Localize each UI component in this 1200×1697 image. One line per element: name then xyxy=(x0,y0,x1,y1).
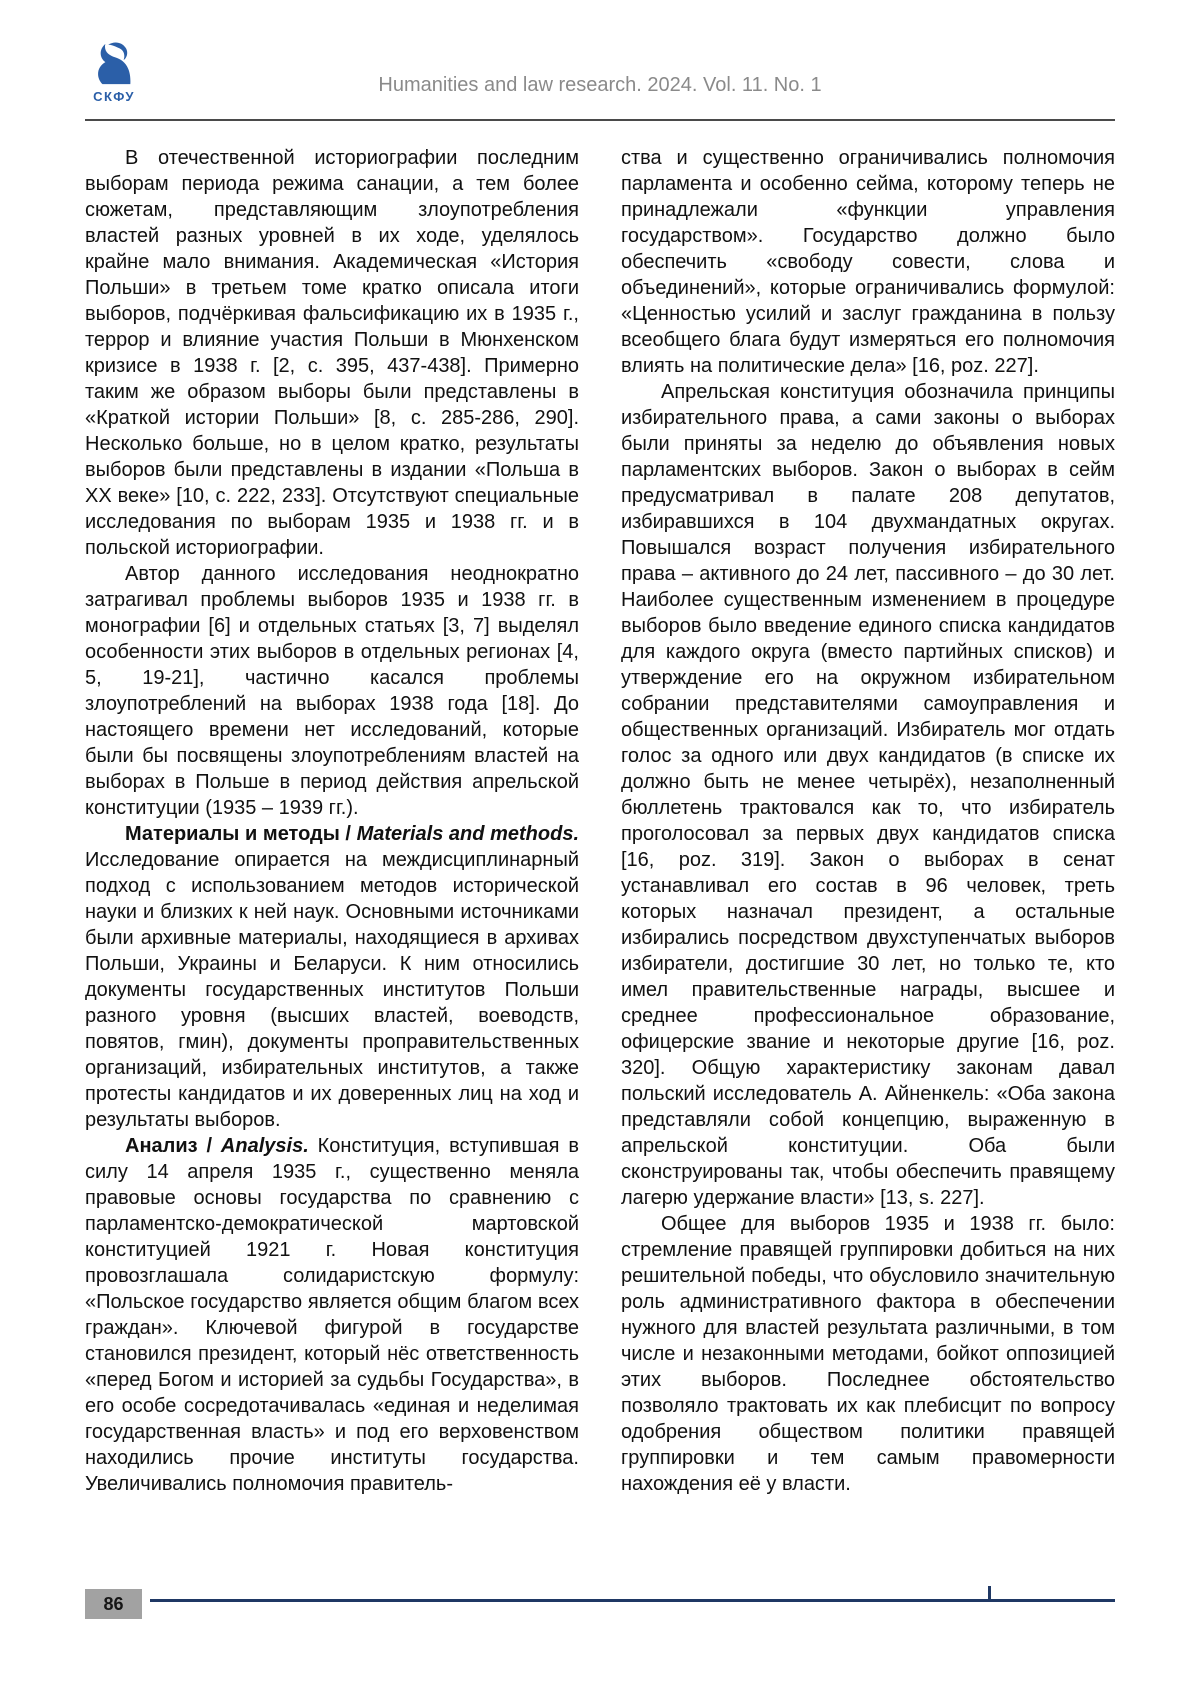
bold-run: Анализ / xyxy=(125,1135,221,1157)
footer-divider-tick xyxy=(988,1586,991,1599)
text-run: Автор данного исследования неоднократно затрагивал проблемы выборов 1935 и 1938 гг. в монографии [6] и отдельных статьях [3, 7] выделял особенности этих выборов в отдельных регионах [4, 5, 19-21], частично касался проблемы злоупотреблений на выборах 1938 года [18]. До настоящего времени нет исследований, которые были бы посвящены злоупотреблениям властей на выборах в Польше в период действия апрельской конституции (1935 – 1939 гг.). xyxy=(85,563,579,819)
text-run: В отечественной историографии последним выборам периода режима санации, а тем более сюжетам, представляющим злоупотребления властей разных уровней в их ходе, уделялось крайне мало внимания. Академическая «История Польши» в третьем томе кратко описала итоги выборов, подчёркивая фальсификацию их в 1935 г., террор и влияние участия Польши в Мюнхенском кризисе в 1938 г. [2, с. 395, 437-438]. Примерно таким же образом выборы были представлены в «Краткой истории Польши» [8, с. 285-286, 290]. Несколько больше, но в целом кратко, результаты выборов были представлены в издании «Польша в XX веке» [10, с. 222, 233]. Отсутствуют специальные исследования по выборам 1935 и 1938 гг. и в польской историографии. xyxy=(85,147,579,559)
text-column-left xyxy=(85,145,579,1497)
text-run: ства и существенно ограничивались полномочия парламента и особенно сейма, которому теперь не принадлежали «функции управления государством». Государство должно было обеспечить «свободу совести, слова и объединений», которые ограничивались формулой: «Ценностью усилий и заслуг гражданина в пользу всеобщего блага будут измеряться его полномочия влиять на политические дела» [16, poz. 227]. xyxy=(621,147,1115,377)
paragraph xyxy=(85,821,579,1133)
footer-divider xyxy=(150,1599,1115,1602)
paragraph xyxy=(85,1133,579,1497)
paragraph xyxy=(621,145,1115,379)
text-run: Общее для выборов 1935 и 1938 гг. было: стремление правящей группировки добиться на них решительной победы, что обусловило значительную роль административного фактора в обеспечении нужного для властей результата различными, в том числе и незаконными методами, бойкот оппозицией этих выборов. Последнее обстоятельство позволяло трактовать их как плебисцит по вопросу одобрения обществом политики правящей группировки и тем самым правомерности нахождения её у власти. xyxy=(621,1213,1115,1495)
text-run: Апрельская конституция обозначила принципы избирательного права, а сами законы о выборах были приняты за неделю до объявления новых парламентских выборов. Закон о выборах в сейм предусматривал в палате 208 депутатов, избиравшихся в 104 двухмандатных округах. Повышался возраст получения избирательного права – активного до 24 лет, пассивного – до 30 лет. Наиболее существенным изменением в процедуре выборов было введение единого списка кандидатов для каждого округа (вместо партийных списков) и утверждение его на окружном избирательном собрании представителями самоуправления и общественных организаций. Избиратель мог отдать голос за одного или двух кандидатов (в списке их должно быть не менее четырёх), незаполненный бюллетень трактовался как то, что избиратель проголосовал за первых двух кандидатов списка [16, poz. 319]. Закон о выборах в сенат устанавливал его состав в 96 человек, треть которых назначал президент, а остальные избирались посредством двухступенчатых выборов избиратели, достигшие 30 лет, но только те, кто имел правительственные награды, высшее и среднее профессиональное образование, офицерские звание и некоторые другие [16, poz. 320]. Общую характеристику законам давал польский исследователь А. Айненкель: «Оба закона представляли собой концепцию, выраженную в апрельской конституции. Оба были сконструированы так, чтобы обеспечить правящему лагерю удержание власти» [13, s. 227]. xyxy=(621,381,1115,1209)
paragraph xyxy=(85,145,579,561)
text-column-right xyxy=(621,145,1115,1497)
journal-title: Humanities and law research. 2024. Vol. 11. No. 1 xyxy=(378,74,822,96)
paragraph xyxy=(621,1211,1115,1497)
logo-acronym: СКФУ xyxy=(93,89,135,104)
page-header xyxy=(85,0,1115,119)
header-divider xyxy=(85,119,1115,121)
paragraph xyxy=(85,561,579,821)
text-run: Конституция, вступившая в силу 14 апреля 1935 г., существенно меняла правовые основы государства по сравнению с парламентско-демократической мартовской конституцией 1921 г. Новая конституция провозглашала солидаристскую формулу: «Польское государство является общим благом всех граждан». Ключевой фигурой в государстве становился президент, который нёс ответственность «перед Богом и историей за судьбы Государства», в его особе сосредотачивалась «единая и неделимая государственная власть» и под его верховенством находились прочие институты государства. Увеличивались полномочия правитель- xyxy=(85,1135,579,1495)
bold-italic-run: Materials and methods. xyxy=(356,823,580,845)
text-run: Исследование опирается на междисциплинарный подход с использованием методов исторической науки и близких к ней наук. Основными источниками были архивные материалы, находящиеся в архивах Польши, Украины и Беларуси. К ним относились документы государственных институтов Польши разного уровня (высших властей, воеводств, повятов, гмин), документы проправительственных организаций, избирательных институтов, а также протесты кандидатов и их доверенных лиц на ход и результаты выборов. xyxy=(85,849,579,1131)
article-body xyxy=(85,145,1115,1497)
page-number-badge: 86 xyxy=(85,1589,142,1619)
bold-italic-run: Analysis. xyxy=(220,1135,309,1157)
bold-run: Материалы и методы / xyxy=(125,823,357,845)
paragraph xyxy=(621,379,1115,1211)
